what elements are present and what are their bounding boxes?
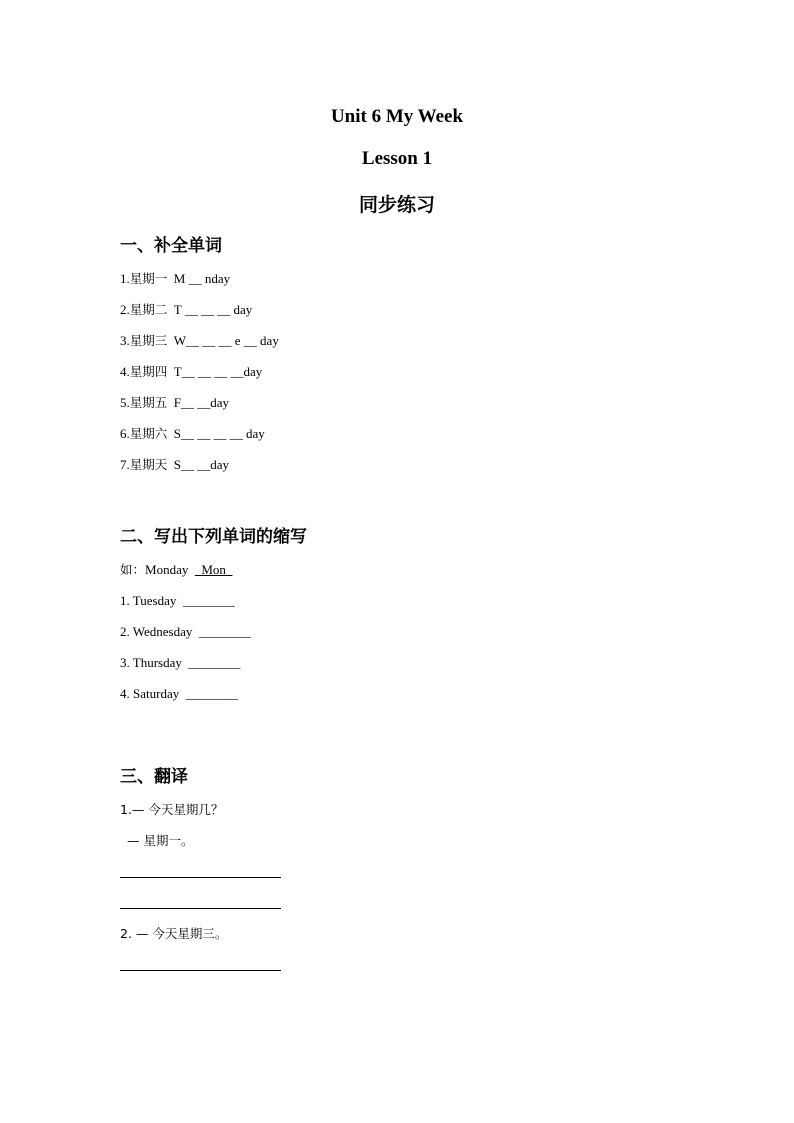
- fill-word-item-6: 6.星期六 S__ __ __ __ day: [120, 426, 265, 441]
- answer-blank: ________: [185, 686, 238, 701]
- abbreviation-item-3: 3. Thursday ________: [120, 655, 241, 670]
- fill-word-item-4: 4.星期四 T__ __ __ __day: [120, 364, 263, 379]
- fill-word-item-3: 3.星期三 W__ __ __ e __ day: [120, 333, 279, 348]
- answer-blank: ________: [198, 624, 251, 639]
- document-title: Unit 6 My Week: [330, 106, 464, 127]
- translation-q2: 2. — 今天星期三。: [120, 926, 228, 941]
- answer-line: [120, 877, 281, 878]
- answer-blank: ________: [188, 655, 241, 670]
- answer-line: [120, 908, 281, 909]
- answer-blank: ________: [182, 593, 235, 608]
- exercise-subtitle: 同步练习: [358, 194, 435, 216]
- section3-heading: 三、翻译: [120, 767, 188, 787]
- answer-line: [120, 970, 281, 971]
- abbreviation-item-1: 1. Tuesday ________: [120, 593, 235, 608]
- section1-heading: 一、补全单词: [120, 236, 222, 256]
- fill-word-item-1: 1.星期一 M __ nday: [120, 271, 231, 286]
- section2-heading: 二、写出下列单词的缩写: [120, 527, 307, 547]
- abbreviation-example: 如：Monday Mon: [120, 562, 226, 577]
- abbreviation-item-4: 4. Saturday ________: [120, 686, 238, 701]
- translation-q1-question: 1.— 今天星期几？: [120, 802, 224, 817]
- abbreviation-item-2: 2. Wednesday ________: [120, 624, 251, 639]
- translation-q1-answer: — 星期一。: [127, 833, 194, 848]
- example-answer: Mon: [201, 562, 226, 577]
- lesson-title: Lesson 1: [361, 148, 433, 169]
- fill-word-item-2: 2.星期二 T __ __ __ day: [120, 302, 253, 317]
- fill-word-item-5: 5.星期五 F__ __day: [120, 395, 230, 410]
- fill-word-item-7: 7.星期天 S__ __day: [120, 457, 230, 472]
